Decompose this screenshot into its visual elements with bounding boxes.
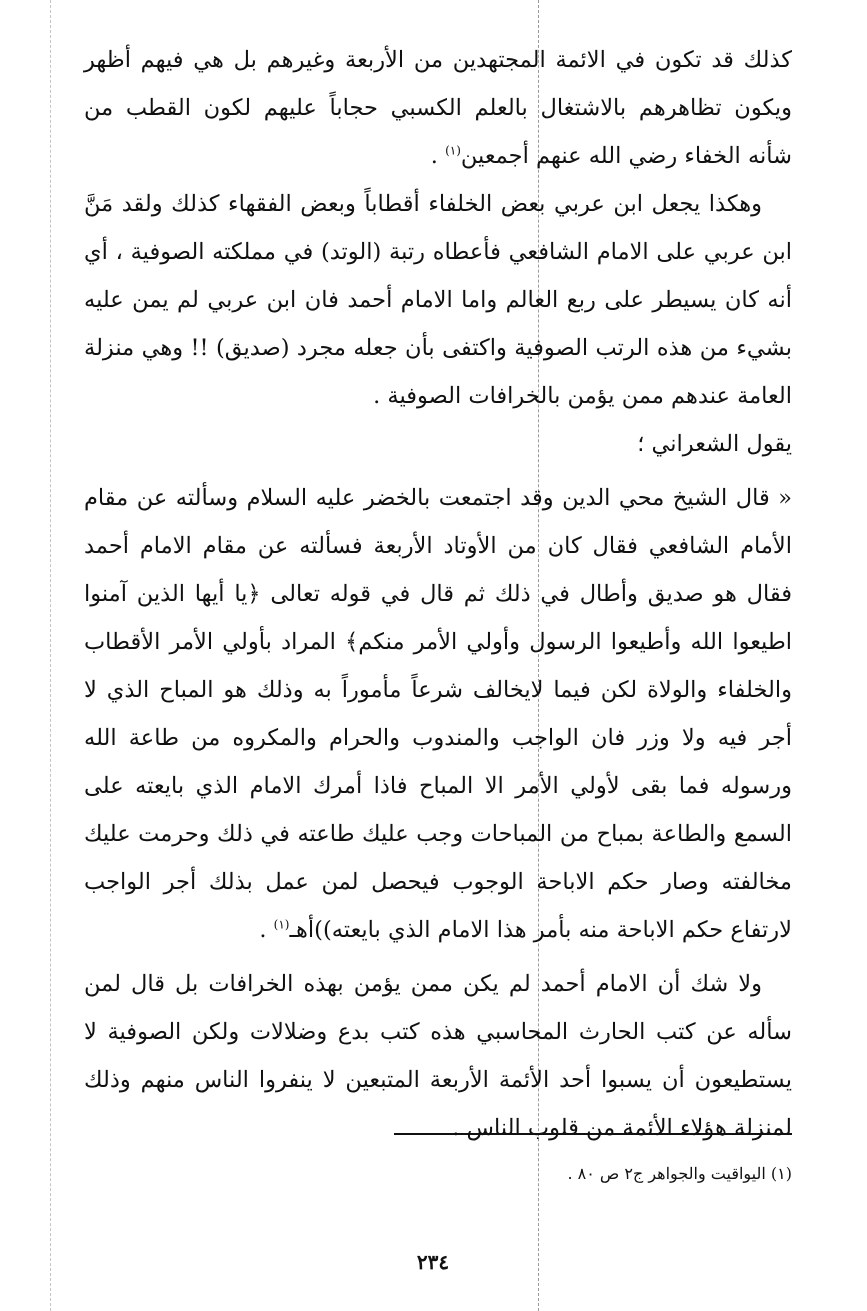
paragraph-1-text: كذلك قد تكون في الائمة المجتهدين من الأربعة وغيرهم بل هي فيهم أظهر ويكون تظاهرهم بالاشتغال بالعلم الكسبي حجاباً عليهم لكون القطب من شأنه الخفاء رضي الله عنهم أجمعين xyxy=(84,47,792,169)
footnote-separator xyxy=(394,1133,792,1135)
paragraph-1-end: . xyxy=(430,143,446,169)
paragraph-2: وهكذا يجعل ابن عربي بعض الخلفاء أقطاباً وبعض الفقهاء كذلك ولقد مَنَّ ابن عربي على الامام الشافعي فأعطاه رتبة (الوتد) في مملكته الصوفية ، أي أنه كان يسيطر على ربع العالم واما الامام أحمد فان ابن عربي لم يمن عليه بشيء من هذه الرتب الصوفية واكتفى بأن جعله مجرد (صديق) !! وهي منزلة العامة عندهم ممن يؤمن بالخرافات الصوفية . xyxy=(84,191,792,409)
quotation-text: « قال الشيخ محي الدين وقد اجتمعت بالخضر عليه السلام وسألته عن مقام الأمام الشافعي فقال كان من الأوتاد الأربعة فسألته عن مقام الامام أحمد فقال هو صديق وأطال في ذلك ثم قال في قوله تعالى ﴿يا أيها الذين آمنوا اطيعوا الله وأطيعوا الرسول وأولي الأمر منكم﴾ المراد بأولي الأمر الأقطاب والخلفاء والولاة لكن فيما لايخالف شرعاً مأموراً به وذلك هو المباح الذي لا أجر فيه ولا وزر فان الواجب والمندوب والحرام والمكروه من طاعة الله ورسوله فما بقى لأولي الأمر الا المباح فاذا أمرك الامام الذي بايعته على السمع والطاعة بمباح من المباحات وجب عليك طاعته في ذلك وحرمت عليك مخالفته وصار حكم الاباحة الوجوب فيحصل لمن عمل بذلك أجر الواجب لارتفاع حكم الاباحة منه بأمر هذا الامام الذي بايعته))أهـ xyxy=(84,485,792,943)
page-number: ٢٣٤ xyxy=(416,1250,450,1274)
paragraph-1 xyxy=(84,36,792,180)
quotation-end: . xyxy=(259,917,274,943)
paragraph-5: ولا شك أن الامام أحمد لم يكن ممن يؤمن بهذه الخرافات بل قال لمن سأله عن كتب الحارث المحاسبي هذه كتب بدع وضلالات ولكن الصوفية لا يستطيعون أن يسبوا أحد الأئمة الأربعة المتبعين لا ينفروا الناس منهم وذلك لمنزلة هؤلاء الأئمة من قلوب الناس . xyxy=(84,971,792,1141)
paragraph-3: يقول الشعراني ؛ xyxy=(637,431,792,457)
footnote: (١) اليواقيت والجواهر ج٢ ص ٨٠ . xyxy=(567,1164,792,1183)
footnote-reference: (١) xyxy=(273,917,290,932)
scan-edge-line xyxy=(50,0,51,1311)
quotation-paragraph xyxy=(84,474,792,954)
body-text xyxy=(84,36,792,1152)
footnote-reference: (١) xyxy=(445,143,461,158)
